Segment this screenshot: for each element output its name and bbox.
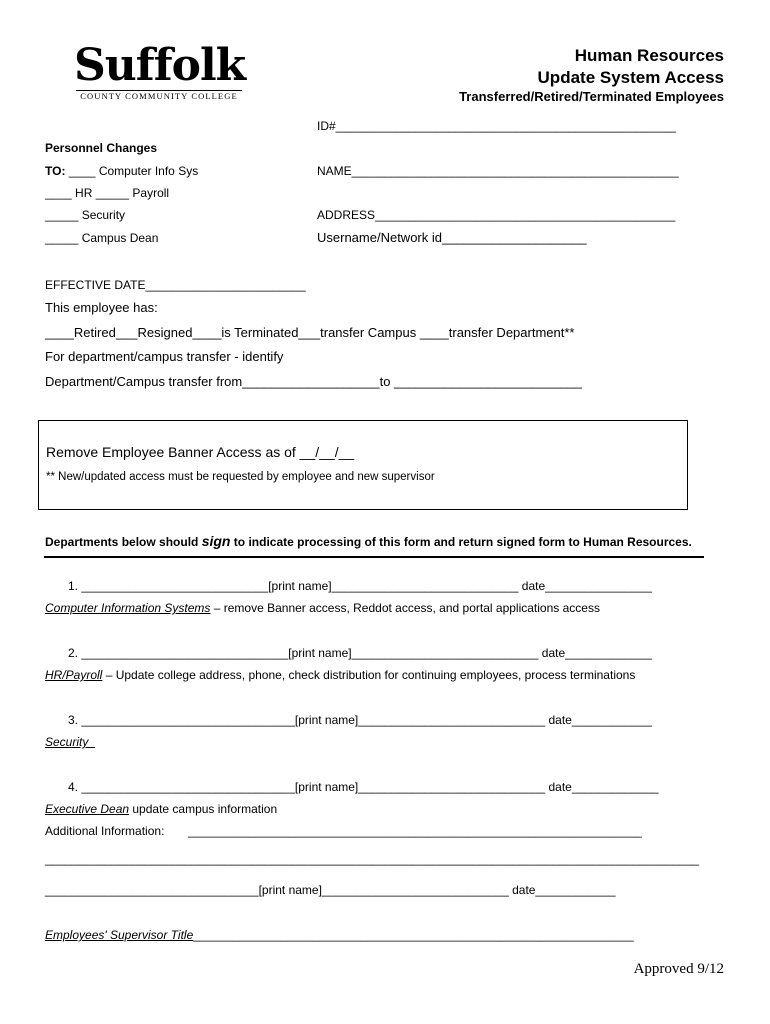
signature-dept-1 [45,601,600,615]
transfer-from-field[interactable]: Department/Campus transfer from___________________to __________________________ [45,374,583,389]
signature-dept-3 [45,735,95,749]
remove-banner-access-field[interactable]: Remove Employee Banner Access as of __/__/__ [46,444,355,460]
instructions-sign: sign [201,533,231,549]
logo-subtitle: COUNTY COMMUNITY COLLEGE [76,90,242,101]
instructions-after: to indicate processing of this form and return signed form to Human Resources. [230,535,692,549]
title-update-system-access: Update System Access [537,68,724,87]
logo-wordmark: Suffolk [74,40,246,91]
id-field[interactable]: ID#___________________________________________________ [317,119,677,133]
dept-desc-cis: – remove Banner access, Reddot access, and portal applications access [210,601,600,615]
dept-name-security: Security [45,735,96,749]
access-request-note: ** New/updated access must be requested by employee and new supervisor [46,471,435,483]
status-options-line[interactable]: ____Retired___Resigned____is Terminated___transfer Campus ____transfer Department** [45,325,575,340]
username-field[interactable]: Username/Network id____________________ [317,230,587,245]
section-divider [44,556,704,558]
instructions-before: Departments below should [45,535,202,549]
banner-access-box [38,420,688,510]
approved-date: Approved 9/12 [633,961,724,977]
supervisor-title-line: __________________________________________________________________ [193,928,634,942]
personnel-changes-heading: Personnel Changes [45,141,158,155]
signature-line-1[interactable]: 1. ____________________________[print name]____________________________ date________________ [68,579,652,593]
signature-dept-2 [45,668,635,682]
additional-information-label: Additional Information: [45,824,165,838]
additional-information-line-1[interactable]: ____________________________________________________________________ [188,824,642,838]
subtitle-employee-types: Transferred/Retired/Terminated Employees [459,89,724,104]
signature-line-3[interactable]: 3. ________________________________[print name]____________________________ date____________ [68,713,652,727]
employee-has-label: This employee has: [45,300,158,315]
to-line-text: ____ Computer Info Sys [65,164,199,178]
additional-information-line-2[interactable]: __________________________________________________________________________________________________ [45,852,700,866]
transfer-identify-label: For department/campus transfer - identify [45,349,284,364]
supervisor-title-field[interactable] [45,928,634,942]
supervisor-signature-line[interactable]: ________________________________[print name]____________________________ date____________ [45,883,616,897]
dept-name-executive-dean: Executive Dean [45,802,130,816]
dept-desc-hr-payroll: – Update college address, phone, check distribution for continuing employees, process terminations [102,668,636,682]
signature-line-2[interactable]: 2. _______________________________[print name]____________________________ date_____________ [68,646,652,660]
signature-dept-4 [45,802,277,816]
dept-name-hr-payroll: HR/Payroll [45,668,103,682]
security-line: _____ Security [45,208,126,222]
dept-name-cis: Computer Information Systems [45,601,211,615]
dept-desc-executive-dean: update campus information [129,802,278,816]
to-computer-info-sys [45,164,198,178]
campus-dean-line: _____ Campus Dean [45,231,159,245]
name-field[interactable]: NAME_________________________________________________ [317,164,679,178]
hr-payroll-line: ____ HR _____ Payroll [45,186,170,200]
signature-line-4[interactable]: 4. ________________________________[print name]____________________________ date_____________ [68,780,659,794]
address-field[interactable]: ADDRESS_____________________________________________ [317,208,676,222]
to-label: TO: [45,164,66,178]
supervisor-title-label: Employees' Supervisor Title [45,928,194,942]
college-logo [74,40,246,102]
title-human-resources: Human Resources [574,46,724,65]
instructions-text [45,533,692,549]
effective-date-field[interactable]: EFFECTIVE DATE________________________ [45,278,306,292]
